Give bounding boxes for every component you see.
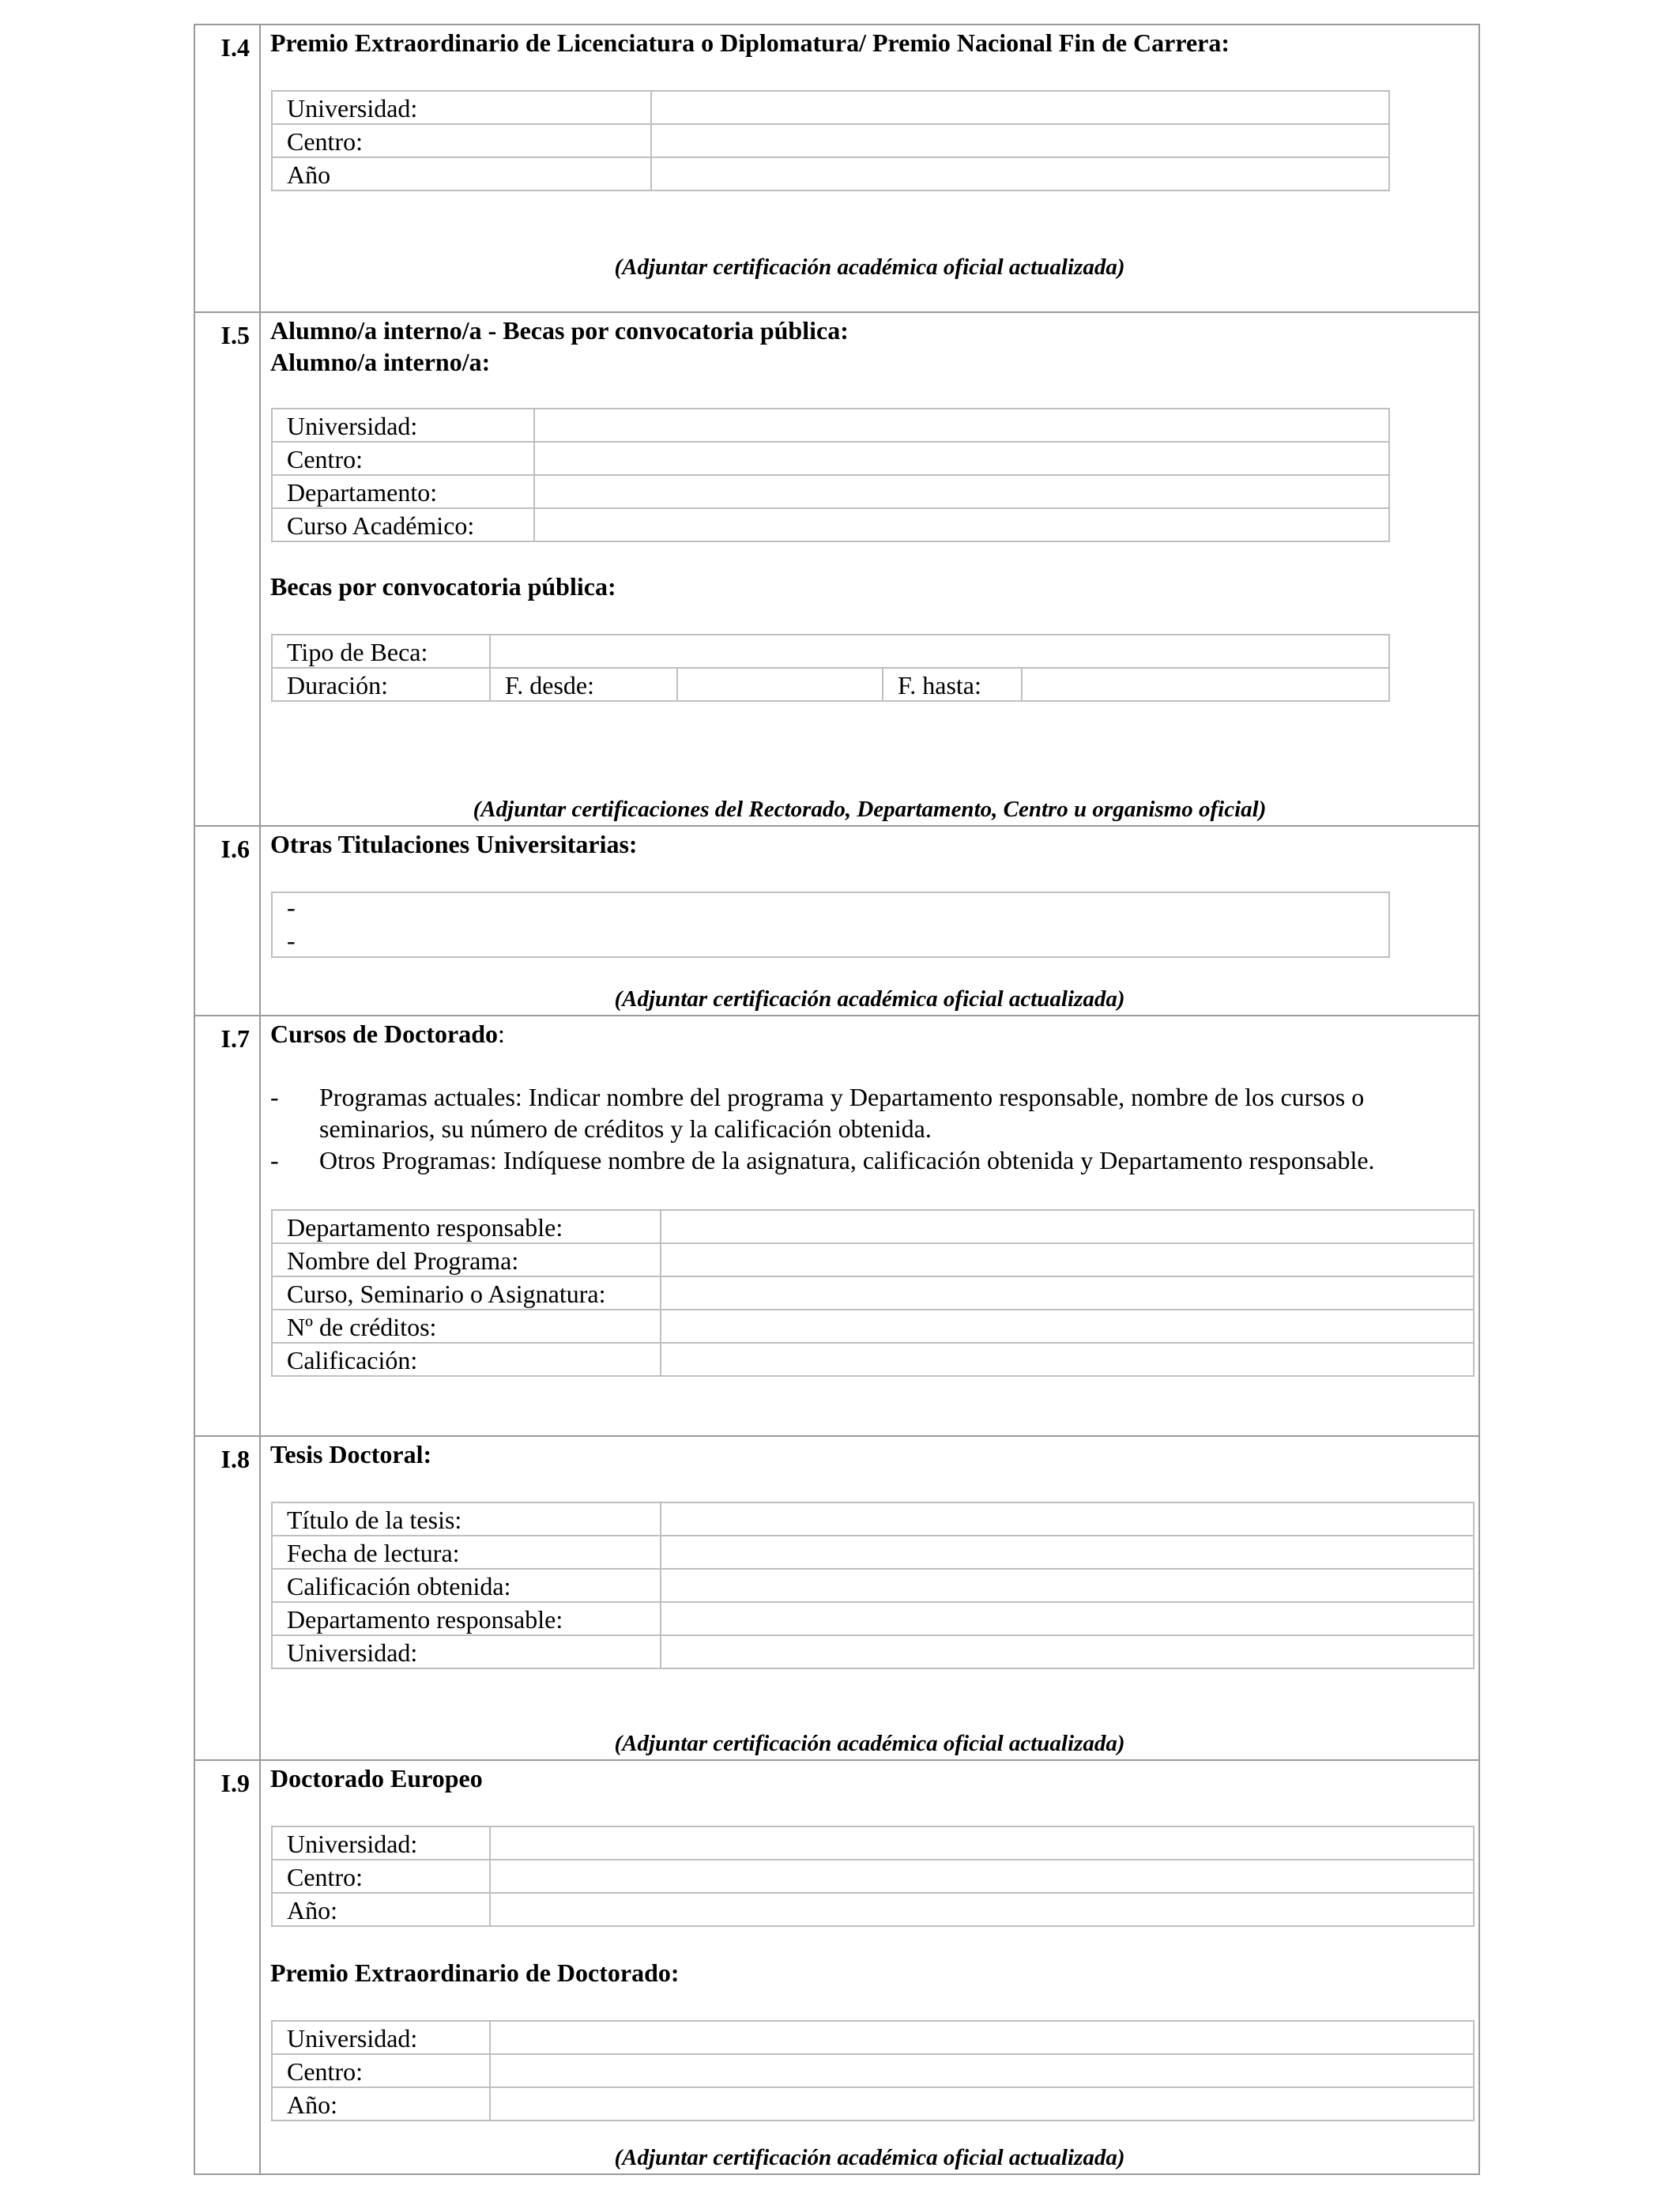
table-row — [272, 442, 1389, 475]
cursos-doctorado-table — [271, 1209, 1475, 1377]
attachment-note: (Adjuntar certificación académica oficial actualizada) — [614, 254, 1125, 280]
section-i6 — [194, 827, 1480, 1016]
section-number-cell — [195, 1437, 261, 1759]
table-row — [272, 409, 1389, 442]
field-label: Universidad: — [272, 1635, 661, 1668]
field-label: Título de la tesis: — [272, 1502, 661, 1536]
centro-field[interactable] — [490, 2054, 1474, 2087]
alumno-interno-table — [271, 408, 1390, 542]
table-row — [272, 1826, 1474, 1860]
list-item: - — [287, 926, 296, 955]
becas-subtitle: Becas por convocatoria pública: — [270, 572, 616, 601]
universidad-field[interactable] — [651, 91, 1389, 124]
field-label: Departamento responsable: — [272, 1602, 661, 1635]
field-label: Curso, Seminario o Asignatura: — [272, 1276, 661, 1310]
fecha-desde-field[interactable] — [677, 668, 883, 701]
section-number: I.4 — [220, 33, 250, 62]
section-number: I.8 — [220, 1445, 250, 1473]
section-title: Cursos de Doctorado — [270, 1020, 498, 1048]
table-row — [272, 1243, 1474, 1276]
bullet-text: Programas actuales: Indicar nombre del programa y Departamento responsable, nombre de los cursos o — [319, 1083, 1365, 1111]
titulaciones-box[interactable] — [271, 892, 1390, 958]
anio-field[interactable] — [490, 1893, 1474, 1926]
universidad-field[interactable] — [490, 1826, 1474, 1860]
section-content — [261, 1016, 1478, 1435]
premio-doctorado-subtitle: Premio Extraordinario de Doctorado: — [270, 1958, 680, 1987]
doctorado-europeo-table — [271, 1826, 1475, 1927]
field-label: Universidad: — [272, 2021, 490, 2054]
table-row — [272, 124, 1389, 157]
attachment-note: (Adjuntar certificación académica oficial actualizada) — [614, 2145, 1125, 2170]
field-label: Año: — [272, 1893, 490, 1926]
table-row — [272, 1635, 1474, 1668]
table-row — [272, 668, 1389, 701]
centro-field[interactable] — [651, 124, 1389, 157]
anio-field[interactable] — [651, 157, 1389, 190]
fecha-hasta-field[interactable] — [1022, 668, 1389, 701]
universidad-field[interactable] — [661, 1635, 1474, 1668]
section-number-cell — [195, 827, 261, 1015]
bullet-text: Otros Programas: Indíquese nombre de la asignatura, calificación obtenida y Departamento responsable. — [319, 1146, 1375, 1174]
fecha-lectura-field[interactable] — [661, 1536, 1474, 1569]
section-i5 — [194, 313, 1480, 827]
bullet-dash: - — [270, 1083, 279, 1111]
field-label: Centro: — [272, 2054, 490, 2087]
field-label: Año — [272, 157, 651, 190]
curso-field[interactable] — [661, 1276, 1474, 1310]
creditos-field[interactable] — [661, 1310, 1474, 1343]
table-row — [272, 2021, 1474, 2054]
section-number-cell — [195, 313, 261, 825]
departamento-field[interactable] — [661, 1602, 1474, 1635]
section-i8 — [194, 1437, 1480, 1761]
table-row — [272, 475, 1389, 508]
becas-table — [271, 634, 1390, 702]
section-content — [261, 827, 1478, 1015]
field-label: Universidad: — [272, 409, 534, 442]
field-label: Calificación obtenida: — [272, 1569, 661, 1602]
attachment-note: (Adjuntar certificación académica oficial actualizada) — [614, 1731, 1125, 1756]
premio-doctorado-table — [271, 2020, 1475, 2121]
table-row — [272, 2087, 1474, 2120]
table-row — [272, 508, 1389, 541]
field-label: Tipo de Beca: — [272, 635, 490, 668]
attachment-note: (Adjuntar certificaciones del Rectorado, Departamento, Centro u organismo oficial) — [473, 797, 1267, 822]
field-label: Centro: — [272, 124, 651, 157]
table-row — [272, 2054, 1474, 2087]
table-row — [272, 1343, 1474, 1376]
centro-field[interactable] — [534, 442, 1389, 475]
section-number: I.6 — [220, 835, 250, 863]
list-item: - — [287, 893, 296, 922]
field-label: Nombre del Programa: — [272, 1243, 661, 1276]
section-content — [261, 1761, 1478, 2173]
premio-licenciatura-table — [271, 90, 1390, 191]
table-row — [272, 635, 1389, 668]
bullet-continuation: seminarios, su número de créditos y la calificación obtenida. — [319, 1114, 932, 1143]
table-row — [272, 1602, 1474, 1635]
calificacion-field[interactable] — [661, 1569, 1474, 1602]
centro-field[interactable] — [490, 1860, 1474, 1893]
table-row — [272, 1860, 1474, 1893]
field-label: Fecha de lectura: — [272, 1536, 661, 1569]
section-title: Alumno/a interno/a - Becas por convocatoria pública: — [270, 316, 849, 345]
departamento-field[interactable] — [661, 1210, 1474, 1243]
field-label: Curso Académico: — [272, 508, 534, 541]
bullet-item — [270, 1144, 1375, 1176]
curso-academico-field[interactable] — [534, 508, 1389, 541]
tesis-table — [271, 1502, 1475, 1669]
section-title: Premio Extraordinario de Licenciatura o Diplomatura/ Premio Nacional Fin de Carrera: — [270, 28, 1230, 57]
field-label: Año: — [272, 2087, 490, 2120]
section-number: I.7 — [220, 1024, 250, 1053]
field-label: Universidad: — [272, 1826, 490, 1860]
departamento-field[interactable] — [534, 475, 1389, 508]
titulo-tesis-field[interactable] — [661, 1502, 1474, 1536]
section-i9 — [194, 1761, 1480, 2175]
field-label: Nº de créditos: — [272, 1310, 661, 1343]
section-i4 — [194, 24, 1480, 313]
section-content — [261, 1437, 1478, 1759]
section-title-colon: : — [497, 1020, 505, 1048]
section-number: I.5 — [220, 321, 250, 349]
field-label: F. hasta: — [883, 668, 1022, 701]
section-title-line — [270, 1018, 505, 1050]
field-label: Departamento: — [272, 475, 534, 508]
section-title: Tesis Doctoral: — [270, 1440, 432, 1468]
table-row — [272, 1276, 1474, 1310]
table-row — [272, 1569, 1474, 1602]
table-row — [272, 1210, 1474, 1243]
section-i7 — [194, 1016, 1480, 1437]
bullet-dash: - — [270, 1146, 279, 1174]
field-label: Universidad: — [272, 91, 651, 124]
section-content — [261, 313, 1478, 825]
section-number: I.9 — [220, 1769, 250, 1797]
bullet-item — [270, 1081, 1364, 1113]
table-row — [272, 1310, 1474, 1343]
programa-field[interactable] — [661, 1243, 1474, 1276]
section-title: Otras Titulaciones Universitarias: — [270, 830, 638, 858]
section-subtitle: Alumno/a interno/a: — [270, 348, 491, 376]
universidad-field[interactable] — [490, 2021, 1474, 2054]
section-number-cell — [195, 1016, 261, 1435]
form-page — [194, 24, 1480, 2175]
section-number-cell — [195, 1761, 261, 2173]
section-title: Doctorado Europeo — [270, 1764, 483, 1793]
table-row — [272, 1536, 1474, 1569]
tipo-beca-field[interactable] — [490, 635, 1389, 668]
calificacion-field[interactable] — [661, 1343, 1474, 1376]
field-label: F. desde: — [490, 668, 677, 701]
field-label: Centro: — [272, 442, 534, 475]
section-number-cell — [195, 25, 261, 311]
table-row — [272, 1502, 1474, 1536]
anio-field[interactable] — [490, 2087, 1474, 2120]
section-content — [261, 25, 1478, 311]
table-row — [272, 157, 1389, 190]
field-label: Duración: — [272, 668, 490, 701]
table-row — [272, 91, 1389, 124]
table-row — [272, 1893, 1474, 1926]
attachment-note: (Adjuntar certificación académica oficial actualizada) — [614, 986, 1125, 1012]
field-label: Departamento responsable: — [272, 1210, 661, 1243]
universidad-field[interactable] — [534, 409, 1389, 442]
field-label: Centro: — [272, 1860, 490, 1893]
field-label: Calificación: — [272, 1343, 661, 1376]
